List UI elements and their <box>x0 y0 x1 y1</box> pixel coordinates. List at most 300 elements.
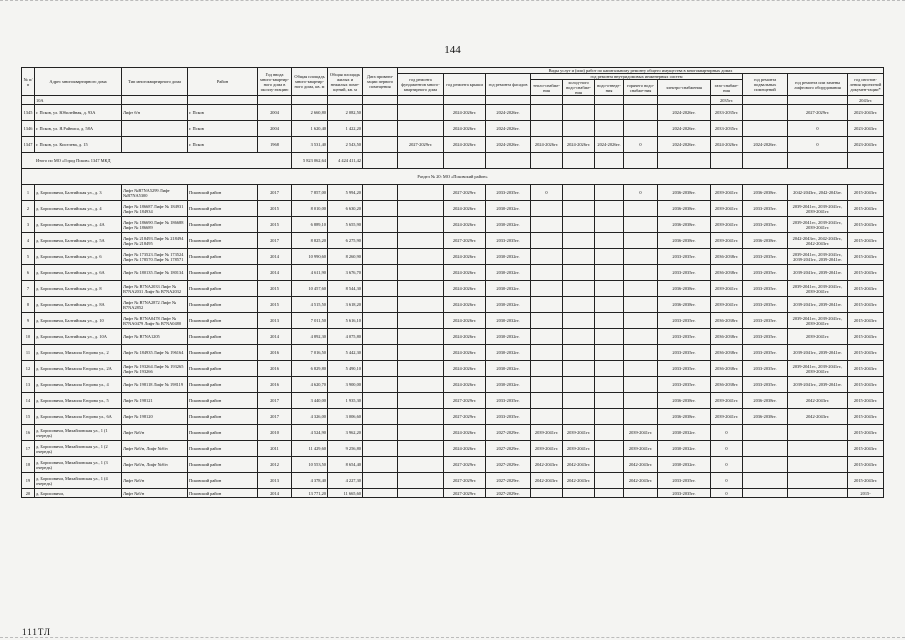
cell-type: Лифт №б/н <box>122 473 188 489</box>
total-total: 5 823 062,64 <box>292 153 328 169</box>
cell-heat: 2039-2041гг. <box>531 441 563 457</box>
cell-district: г. Псков <box>188 121 258 137</box>
cell-roof: 2024-2026гг. <box>444 217 486 233</box>
table-row <box>22 297 884 313</box>
scan-edge-bottom <box>0 637 905 638</box>
header-electric: электро-снабжения <box>658 80 711 96</box>
cell-elec <box>658 96 711 105</box>
cell-hot: 0 <box>624 137 658 153</box>
cell-total: 6 829,80 <box>292 361 328 377</box>
cell-base: 2036-2038гг. <box>743 233 788 249</box>
cell-lift: 2039-2041гг., 2039-2041гг. <box>788 345 848 361</box>
cell-living: 5 442,30 <box>328 345 363 361</box>
cell-roof: 2024-2026гг. <box>444 281 486 297</box>
cell-roof: 2024-2026гг. <box>444 297 486 313</box>
cell-facade: 2030-2032гг. <box>486 281 531 297</box>
cell-roof: 2024-2026гг. <box>444 201 486 217</box>
cell-found <box>398 281 444 297</box>
cell-facade: 2030-2032гг. <box>486 249 531 265</box>
cell-district: Псковский район <box>188 281 258 297</box>
cell-lift: 2039-2041гг., 2039-2041гг. <box>788 377 848 393</box>
cell-lift: 2039-2041гг., 2039-2041гг., 2039-2041гг., 2039-2041гг. <box>788 249 848 265</box>
cell-gas: 0 <box>711 473 743 489</box>
cell-lift: 2039-2041гг., 2039-2041гг., 2039-2041гг. <box>788 361 848 377</box>
cell-heat <box>531 489 563 498</box>
cell-heat <box>531 393 563 409</box>
cell-drain <box>595 297 624 313</box>
cell-elec: 2033-2035гг. <box>658 313 711 329</box>
table-row <box>22 473 884 489</box>
cell-living: 9 256,80 <box>328 441 363 457</box>
cell-addr: д. Борисовичи, Балтийская ул., д. 10А <box>35 329 122 345</box>
cell-priv <box>363 265 398 281</box>
cell-drain <box>595 329 624 345</box>
cell-priv <box>363 329 398 345</box>
cell-lift <box>788 96 848 105</box>
cell-facade: 2027-2029гг. <box>486 457 531 473</box>
cell-heat <box>531 345 563 361</box>
cell-drain <box>595 105 624 121</box>
cell-base: 2033-2035гг. <box>743 249 788 265</box>
cell-district: Псковский район <box>188 409 258 425</box>
cell-lift: 2039-2041гг., 2039-2041гг. <box>788 265 848 281</box>
cell-drain <box>595 121 624 137</box>
cell-cold: 2039-2041гг. <box>563 425 595 441</box>
cell-n: 4 <box>22 233 35 249</box>
cell-docs: 2015-2043гг. <box>848 457 884 473</box>
cell-drain <box>595 473 624 489</box>
cell-type: Лифт № 198118 Лифт № 198119 <box>122 377 188 393</box>
cell-priv <box>363 297 398 313</box>
cell-facade: 2024-2026гг. <box>486 105 531 121</box>
cell-total <box>292 96 328 105</box>
cell-total: 4 326,00 <box>292 409 328 425</box>
cell-gas: 2039-2041гг. <box>711 281 743 297</box>
cell-hot <box>624 377 658 393</box>
cell-drain <box>595 201 624 217</box>
cell-type: Лифт б/н <box>122 105 188 121</box>
cell-roof: 2024-2026гг. <box>444 137 486 153</box>
cell-addr: д. Борисовичи, Михайловская ул., 1 (3 очередь) <box>35 457 122 473</box>
cell-cold <box>563 313 595 329</box>
cell-docs: 2023-2043гг. <box>848 137 884 153</box>
cell-drain <box>595 457 624 473</box>
cell-facade: 2033-2035гг. <box>486 393 531 409</box>
cell-gas: 2036-2038гг. <box>711 249 743 265</box>
cell-addr: д. Борисовичи, Балтийская ул., д. 5А <box>35 233 122 249</box>
cell-base <box>743 121 788 137</box>
cell-heat <box>531 217 563 233</box>
cell-cold <box>563 105 595 121</box>
cell-cold <box>563 121 595 137</box>
cell-roof: 2024-2026гг. <box>444 425 486 441</box>
cell-year: 2017 <box>258 185 292 201</box>
cell-year: 2016 <box>258 377 292 393</box>
total-empty-cell <box>595 153 624 169</box>
cell-roof: 2024-2026гг. <box>444 345 486 361</box>
cell-docs: 2015-2043гг. <box>848 313 884 329</box>
cell-district: Псковский район <box>188 377 258 393</box>
cell-roof: 2027-2029гг. <box>444 233 486 249</box>
cell-total: 10 553,50 <box>292 457 328 473</box>
header-year-built: Год ввода много-квартир-ного дома в эксплу-атацию <box>258 68 292 96</box>
cell-district: Псковский район <box>188 329 258 345</box>
cell-district: Псковский район <box>188 217 258 233</box>
table-header <box>22 68 884 96</box>
cell-year: 2014 <box>258 329 292 345</box>
cell-facade: 2027-2029гг. <box>486 425 531 441</box>
cell-n: 9 <box>22 313 35 329</box>
header-engineering-systems: год ремонта внутридомовых инженерных систем <box>531 74 743 80</box>
cell-base <box>743 457 788 473</box>
cell-addr: д. Борисовичи, Михайловская ул., 1 (2 очередь) <box>35 441 122 457</box>
header-facade: год ремонта фасадов <box>486 74 531 96</box>
cell-priv <box>363 96 398 105</box>
header-type: Тип многоквартирного дома <box>122 68 188 96</box>
cell-gas: 2035гг. <box>711 96 743 105</box>
cell-priv <box>363 489 398 498</box>
cell-addr: д. Борисовичи, Балтийская ул., д. 6А <box>35 265 122 281</box>
cell-gas: 2033-2035гг. <box>711 121 743 137</box>
cell-roof: 2024-2026гг. <box>444 329 486 345</box>
cell-base: 2033-2035гг. <box>743 265 788 281</box>
cell-type: Лифт № 198120 <box>122 409 188 425</box>
table-row <box>22 361 884 377</box>
cell-cold <box>563 217 595 233</box>
cell-year: 2004 <box>258 121 292 137</box>
cell-found <box>398 345 444 361</box>
cell-priv <box>363 217 398 233</box>
cell-district: г. Псков <box>188 137 258 153</box>
cell-docs: 2015-2043гг. <box>848 377 884 393</box>
cell-priv <box>363 313 398 329</box>
cell-year: 2015 <box>258 297 292 313</box>
cell-hot <box>624 249 658 265</box>
cell-roof: 2024-2026гг. <box>444 361 486 377</box>
cell-elec: 2033-2035гг. <box>658 489 711 498</box>
cell-total: 8 010,00 <box>292 201 328 217</box>
cell-district: г. Псков <box>188 105 258 121</box>
cell-facade: 2033-2035гг. <box>486 409 531 425</box>
cell-n: 18 <box>22 457 35 473</box>
cell-living: 5 994,20 <box>328 185 363 201</box>
cell-n: 1345 <box>22 105 35 121</box>
cell-heat: 0 <box>531 185 563 201</box>
table-row <box>22 489 884 498</box>
cell-base: 2033-2035гг. <box>743 313 788 329</box>
cell-heat <box>531 105 563 121</box>
table-row <box>22 233 884 249</box>
cell-district: Псковский район <box>188 361 258 377</box>
cell-district: Псковский район <box>188 201 258 217</box>
cell-cold <box>563 377 595 393</box>
cell-cold: 2042-2043гг. <box>563 473 595 489</box>
header-lift: год ремонта или замены лифтового оборудования <box>788 74 848 96</box>
cell-elec: 2030-2032гг. <box>658 441 711 457</box>
cell-heat <box>531 121 563 137</box>
header-total-area: Общая площадь много-квартир-ного дома, кв. м <box>292 68 328 96</box>
cell-lift: 2039-2041гг., 2039-2041гг., 2039-2041гг. <box>788 281 848 297</box>
cell-found <box>398 313 444 329</box>
cell-type: Лифт № B7NA2033 Лифт № B7NA2031 Лифт № B7NA2032 <box>122 281 188 297</box>
cell-base <box>743 489 788 498</box>
cell-lift <box>788 425 848 441</box>
cell-n: 11 <box>22 345 35 361</box>
cell-living: 6 630,20 <box>328 201 363 217</box>
cell-living: 5 655,90 <box>328 217 363 233</box>
cell-elec: 2036-2038гг. <box>658 233 711 249</box>
repair-schedule-table <box>21 67 884 498</box>
total-empty-cell <box>563 153 595 169</box>
cell-found <box>398 233 444 249</box>
cell-lift: 2042-2043гг., 2042-2043гг., 2042-2043гг. <box>788 233 848 249</box>
cell-docs: 2015-2043гг. <box>848 473 884 489</box>
cell-district <box>188 96 258 105</box>
cell-living: 11 665,60 <box>328 489 363 498</box>
cell-facade: 2030-2032гг. <box>486 345 531 361</box>
cell-type: Лифт № 193264 Лифт № 193265 Лифт № 193266 <box>122 361 188 377</box>
cell-elec: 2033-2035гг. <box>658 329 711 345</box>
cell-total: 3 440,00 <box>292 393 328 409</box>
cell-gas: 2036-2038гг. <box>711 377 743 393</box>
cell-hot <box>624 361 658 377</box>
cell-elec: 2033-2035гг. <box>658 377 711 393</box>
cell-total: 7 016,50 <box>292 345 328 361</box>
cell-gas: 2036-2038гг. <box>711 345 743 361</box>
cell-drain <box>595 281 624 297</box>
cell-district: Псковский район <box>188 457 258 473</box>
cell-elec: 2036-2038гг. <box>658 393 711 409</box>
cell-total: 4 892,30 <box>292 329 328 345</box>
cell-found <box>398 297 444 313</box>
cell-lift <box>788 473 848 489</box>
cell-year: 2014 <box>258 489 292 498</box>
cell-drain <box>595 249 624 265</box>
cell-facade: 2033-2035гг. <box>486 233 531 249</box>
cell-docs: 2015-2043гг. <box>848 441 884 457</box>
cell-base <box>743 441 788 457</box>
cell-n <box>22 96 35 105</box>
cell-base: 2033-2035гг. <box>743 217 788 233</box>
cell-cold: 2024-2026гг. <box>563 137 595 153</box>
cell-drain <box>595 377 624 393</box>
cell-found <box>398 329 444 345</box>
cell-priv <box>363 377 398 393</box>
header-privatization-date: Дата привати-зации первого помещения <box>363 68 398 96</box>
cell-found <box>398 96 444 105</box>
cell-year: 2015 <box>258 217 292 233</box>
cell-base: 2033-2035гг. <box>743 377 788 393</box>
cell-living: 6 275,90 <box>328 233 363 249</box>
cell-addr: д. Борисовичи, Балтийская ул., д. 4 <box>35 201 122 217</box>
cell-cold <box>563 409 595 425</box>
cell-hot <box>624 297 658 313</box>
cell-type: Лифт № B7NA2872 Лифт № B7NA2852 <box>122 297 188 313</box>
cell-cold <box>563 361 595 377</box>
cell-heat: 2024-2026гг. <box>531 137 563 153</box>
cell-district: Псковский район <box>188 425 258 441</box>
table-row <box>22 329 884 345</box>
table-row <box>22 249 884 265</box>
cell-elec: 2033-2035гг. <box>658 473 711 489</box>
cell-year: 2016 <box>258 345 292 361</box>
cell-roof <box>444 96 486 105</box>
cell-docs: 2015-2043гг. <box>848 393 884 409</box>
cell-docs: 2015-2043гг. <box>848 201 884 217</box>
total-empty-cell <box>848 153 884 169</box>
cell-priv <box>363 185 398 201</box>
cell-elec: 2030-2032гг. <box>658 457 711 473</box>
cell-base: 2033-2035гг. <box>743 201 788 217</box>
cell-type: Лифт № 180135 Лифт № 180134 <box>122 265 188 281</box>
cell-type: Лифт № 198121 <box>122 393 188 409</box>
cell-heat: 2042-2043гг. <box>531 473 563 489</box>
cell-district: Псковский район <box>188 489 258 498</box>
cell-heat: 2039-2041гг. <box>531 425 563 441</box>
cell-cold <box>563 233 595 249</box>
cell-district: Псковский район <box>188 249 258 265</box>
cell-addr: д. Борисовичи, Михаила Егорова ул., 5 <box>35 393 122 409</box>
cell-cold: 2042-2043гг. <box>563 457 595 473</box>
cell-found <box>398 425 444 441</box>
cell-gas: 2039-2041гг. <box>711 201 743 217</box>
total-empty-cell <box>711 153 743 169</box>
total-empty-cell <box>363 153 398 169</box>
cell-n: 8 <box>22 297 35 313</box>
cell-base <box>743 105 788 121</box>
cell-facade: 2030-2032гг. <box>486 265 531 281</box>
cell-base: 2033-2035гг. <box>743 345 788 361</box>
cell-docs: 2015-2043гг. <box>848 297 884 313</box>
cell-hot <box>624 329 658 345</box>
cell-hot <box>624 96 658 105</box>
cell-drain <box>595 393 624 409</box>
cell-gas: 0 <box>711 425 743 441</box>
cell-n: 17 <box>22 441 35 457</box>
cell-type: Лифт № 218493 Лифт № 218494 Лифт № 218495 <box>122 233 188 249</box>
cell-base: 2033-2035гг. <box>743 281 788 297</box>
cell-hot <box>624 201 658 217</box>
cell-year: 2016 <box>258 361 292 377</box>
cell-priv <box>363 409 398 425</box>
cell-n: 16 <box>22 425 35 441</box>
cell-addr: д. Борисовичи, Балтийская ул., д. 10 <box>35 313 122 329</box>
cell-drain <box>595 96 624 105</box>
cell-found <box>398 105 444 121</box>
cell-heat <box>531 297 563 313</box>
cell-addr: г. Псков, ул. Юбилейная, д. 93А <box>35 105 122 121</box>
cell-addr: д. Борисовичи, Михаила Егорова ул., 4 <box>35 377 122 393</box>
cell-hot <box>624 105 658 121</box>
cell-n: 2 <box>22 201 35 217</box>
cell-roof: 2024-2026гг. <box>444 441 486 457</box>
header-foundation: год ремонта фундаментов много-квартирного дома <box>398 74 444 96</box>
cell-addr: 10А <box>35 96 122 105</box>
cell-cold <box>563 265 595 281</box>
cell-facade: 2024-2026гг. <box>486 121 531 137</box>
cell-year: 2004 <box>258 105 292 121</box>
total-label: Итого по МО «Город Псков» 1347 МКД <box>22 153 292 169</box>
cell-total: 1 620,40 <box>292 121 328 137</box>
cell-year: 2013 <box>258 313 292 329</box>
footer-mark: 111ТЛ <box>22 627 51 637</box>
cell-found <box>398 473 444 489</box>
cell-heat <box>531 265 563 281</box>
cell-gas: 0 <box>711 457 743 473</box>
cell-type: Лифт № 173523 Лифт № 173524 Лифт № 178570 Лифт № 178571 <box>122 249 188 265</box>
cell-roof: 2024-2026гг. <box>444 377 486 393</box>
cell-living: 1 935,30 <box>328 393 363 409</box>
cell-hot: 2039-2041гг. <box>624 425 658 441</box>
cell-type: Лифт № B7NA1205 <box>122 329 188 345</box>
header-address: Адрес многоквартирного дома <box>35 68 122 96</box>
cell-hot <box>624 281 658 297</box>
table-row <box>22 265 884 281</box>
cell-year: 2014 <box>258 249 292 265</box>
cell-district: Псковский район <box>188 441 258 457</box>
cell-base: 2036-2038гг. <box>743 185 788 201</box>
cell-roof: 2027-2029гг. <box>444 473 486 489</box>
cell-total: 13 771,20 <box>292 489 328 498</box>
cell-drain <box>595 441 624 457</box>
cell-priv <box>363 201 398 217</box>
cell-hot: 2042-2043гг. <box>624 457 658 473</box>
cell-priv <box>363 345 398 361</box>
section-row <box>22 169 884 185</box>
cell-heat <box>531 329 563 345</box>
cell-type <box>122 96 188 105</box>
total-empty-cell <box>658 153 711 169</box>
cell-priv <box>363 361 398 377</box>
cell-total: 4 611,90 <box>292 265 328 281</box>
cell-roof: 2027-2029гг. <box>444 393 486 409</box>
cell-district: Псковский район <box>188 265 258 281</box>
cell-living: 8 260,90 <box>328 249 363 265</box>
cell-docs: 2015-2043гг. <box>848 233 884 249</box>
cell-roof: 2027-2029гг. <box>444 489 486 498</box>
cell-drain <box>595 425 624 441</box>
cell-total: 7 011,50 <box>292 313 328 329</box>
cell-docs: 2015-2043гг. <box>848 185 884 201</box>
cell-found <box>398 393 444 409</box>
cell-n: 13 <box>22 377 35 393</box>
repair-schedule-table-wrapper <box>21 67 883 498</box>
cell-found <box>398 265 444 281</box>
cell-roof: 2024-2026гг. <box>444 249 486 265</box>
cell-cold <box>563 489 595 498</box>
cell-lift <box>788 441 848 457</box>
cell-hot <box>624 233 658 249</box>
cell-lift: 2039-2041гг., 2039-2041гг., 2039-2041гг. <box>788 217 848 233</box>
cell-n: 5 <box>22 249 35 265</box>
cell-hot <box>624 313 658 329</box>
cell-total: 4 378,40 <box>292 473 328 489</box>
cell-elec: 2024-2026гг. <box>658 121 711 137</box>
cell-priv <box>363 233 398 249</box>
cell-elec: 2036-2038гг. <box>658 281 711 297</box>
header-works-title: Виды услуг и (или) работ по капитальному ремонту общего имущества в многоквартирных домах <box>398 68 884 74</box>
cell-year: 2017 <box>258 393 292 409</box>
cell-facade: 2027-2029гг. <box>486 441 531 457</box>
cell-facade <box>486 96 531 105</box>
cell-addr: д. Борисовичи, Балтийская ул., д. 4А <box>35 217 122 233</box>
cell-hot: 2042-2043гг. <box>624 473 658 489</box>
table-row <box>22 185 884 201</box>
cell-drain <box>595 489 624 498</box>
header-cold-water: холод-ного водо-снабже-ния <box>563 80 595 96</box>
cell-total: 2 660,80 <box>292 105 328 121</box>
cell-year: 2017 <box>258 233 292 249</box>
